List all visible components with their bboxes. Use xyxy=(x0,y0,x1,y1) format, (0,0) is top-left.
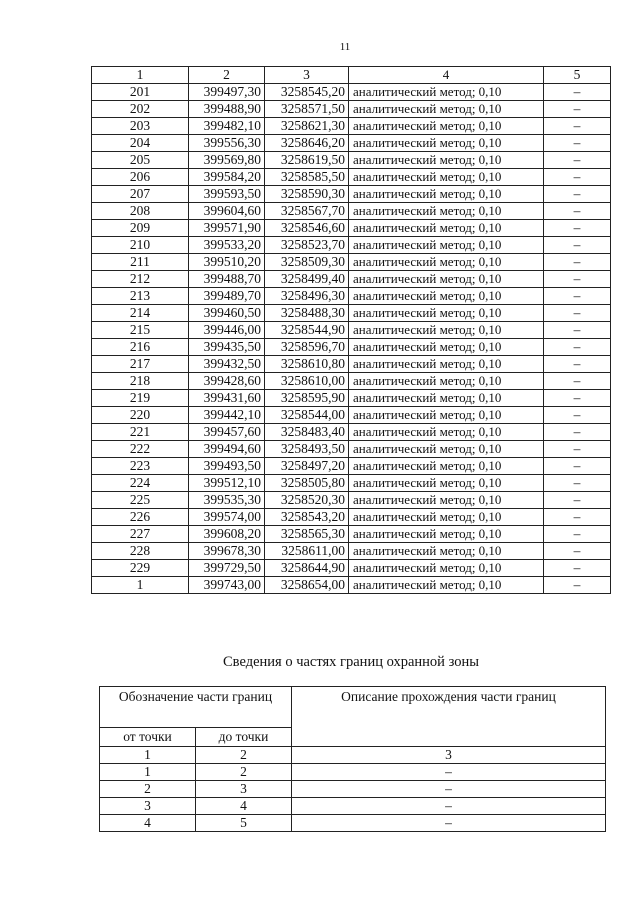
method-accuracy-cell: аналитический метод; 0,10 xyxy=(349,220,544,237)
column-header-1: 1 xyxy=(92,67,189,84)
table-row xyxy=(92,220,611,237)
to-point-header: до точки xyxy=(196,728,292,747)
x-coordinate-cell: 399569,80 xyxy=(189,152,265,169)
to-point-cell: 3 xyxy=(196,781,292,798)
y-coordinate-cell: 3258505,80 xyxy=(265,475,349,492)
y-coordinate-cell: 3258610,00 xyxy=(265,373,349,390)
y-coordinate-cell: 3258499,40 xyxy=(265,271,349,288)
group-header: Обозначение части границ xyxy=(100,687,292,728)
note-cell: – xyxy=(544,322,611,339)
index-cell-1: 1 xyxy=(100,747,196,764)
table-row xyxy=(92,288,611,305)
x-coordinate-cell: 399431,60 xyxy=(189,390,265,407)
point-number-cell: 208 xyxy=(92,203,189,220)
y-coordinate-cell: 3258497,20 xyxy=(265,458,349,475)
point-number-cell: 209 xyxy=(92,220,189,237)
point-number-cell: 224 xyxy=(92,475,189,492)
method-accuracy-cell: аналитический метод; 0,10 xyxy=(349,237,544,254)
y-coordinate-cell: 3258585,50 xyxy=(265,169,349,186)
point-number-cell: 220 xyxy=(92,407,189,424)
point-number-cell: 204 xyxy=(92,135,189,152)
note-cell: – xyxy=(544,220,611,237)
x-coordinate-cell: 399512,10 xyxy=(189,475,265,492)
point-number-cell: 225 xyxy=(92,492,189,509)
y-coordinate-cell: 3258520,30 xyxy=(265,492,349,509)
table-row xyxy=(92,492,611,509)
x-coordinate-cell: 399488,70 xyxy=(189,271,265,288)
table-row xyxy=(92,254,611,271)
note-cell: – xyxy=(544,271,611,288)
method-accuracy-cell: аналитический метод; 0,10 xyxy=(349,152,544,169)
method-accuracy-cell: аналитический метод; 0,10 xyxy=(349,526,544,543)
table-row xyxy=(92,475,611,492)
point-number-cell: 217 xyxy=(92,356,189,373)
y-coordinate-cell: 3258509,30 xyxy=(265,254,349,271)
table-row xyxy=(100,815,606,832)
y-coordinate-cell: 3258567,70 xyxy=(265,203,349,220)
table-row xyxy=(92,271,611,288)
point-number-cell: 216 xyxy=(92,339,189,356)
note-cell: – xyxy=(544,373,611,390)
method-accuracy-cell: аналитический метод; 0,10 xyxy=(349,390,544,407)
x-coordinate-cell: 399533,20 xyxy=(189,237,265,254)
point-number-cell: 228 xyxy=(92,543,189,560)
from-point-cell: 4 xyxy=(100,815,196,832)
method-accuracy-cell: аналитический метод; 0,10 xyxy=(349,254,544,271)
table-row xyxy=(92,84,611,101)
page-number: 11 xyxy=(339,41,351,53)
x-coordinate-cell: 399446,00 xyxy=(189,322,265,339)
y-coordinate-cell: 3258611,00 xyxy=(265,543,349,560)
x-coordinate-cell: 399488,90 xyxy=(189,101,265,118)
x-coordinate-cell: 399743,00 xyxy=(189,577,265,594)
point-number-cell: 227 xyxy=(92,526,189,543)
x-coordinate-cell: 399482,10 xyxy=(189,118,265,135)
note-cell: – xyxy=(544,288,611,305)
point-number-cell: 206 xyxy=(92,169,189,186)
method-accuracy-cell: аналитический метод; 0,10 xyxy=(349,339,544,356)
table-row xyxy=(92,322,611,339)
point-number-cell: 222 xyxy=(92,441,189,458)
x-coordinate-cell: 399593,50 xyxy=(189,186,265,203)
point-number-cell: 213 xyxy=(92,288,189,305)
coordinates-table-body xyxy=(92,67,611,594)
parts-group-header-row xyxy=(100,687,606,728)
point-number-cell: 211 xyxy=(92,254,189,271)
x-coordinate-cell: 399678,30 xyxy=(189,543,265,560)
x-coordinate-cell: 399494,60 xyxy=(189,441,265,458)
to-point-cell: 5 xyxy=(196,815,292,832)
note-cell: – xyxy=(544,492,611,509)
method-accuracy-cell: аналитический метод; 0,10 xyxy=(349,322,544,339)
x-coordinate-cell: 399442,10 xyxy=(189,407,265,424)
table-row xyxy=(92,577,611,594)
method-accuracy-cell: аналитический метод; 0,10 xyxy=(349,135,544,152)
note-cell: – xyxy=(544,203,611,220)
method-accuracy-cell: аналитический метод; 0,10 xyxy=(349,509,544,526)
point-number-cell: 202 xyxy=(92,101,189,118)
y-coordinate-cell: 3258523,70 xyxy=(265,237,349,254)
from-point-header: от точки xyxy=(100,728,196,747)
note-cell: – xyxy=(544,424,611,441)
point-number-cell: 1 xyxy=(92,577,189,594)
point-number-cell: 229 xyxy=(92,560,189,577)
x-coordinate-cell: 399604,60 xyxy=(189,203,265,220)
note-cell: – xyxy=(544,254,611,271)
table-row xyxy=(92,152,611,169)
method-accuracy-cell: аналитический метод; 0,10 xyxy=(349,475,544,492)
x-coordinate-cell: 399574,00 xyxy=(189,509,265,526)
method-accuracy-cell: аналитический метод; 0,10 xyxy=(349,186,544,203)
point-number-cell: 212 xyxy=(92,271,189,288)
x-coordinate-cell: 399510,20 xyxy=(189,254,265,271)
method-accuracy-cell: аналитический метод; 0,10 xyxy=(349,492,544,509)
table-row xyxy=(92,390,611,407)
note-cell: – xyxy=(544,560,611,577)
method-accuracy-cell: аналитический метод; 0,10 xyxy=(349,356,544,373)
table-row xyxy=(92,424,611,441)
point-number-cell: 205 xyxy=(92,152,189,169)
y-coordinate-cell: 3258488,30 xyxy=(265,305,349,322)
method-accuracy-cell: аналитический метод; 0,10 xyxy=(349,101,544,118)
note-cell: – xyxy=(544,356,611,373)
note-cell: – xyxy=(544,135,611,152)
from-point-cell: 1 xyxy=(100,764,196,781)
y-coordinate-cell: 3258496,30 xyxy=(265,288,349,305)
note-cell: – xyxy=(544,441,611,458)
method-accuracy-cell: аналитический метод; 0,10 xyxy=(349,543,544,560)
note-cell: – xyxy=(544,407,611,424)
y-coordinate-cell: 3258543,20 xyxy=(265,509,349,526)
y-coordinate-cell: 3258493,50 xyxy=(265,441,349,458)
table-row xyxy=(92,169,611,186)
method-accuracy-cell: аналитический метод; 0,10 xyxy=(349,373,544,390)
note-cell: – xyxy=(544,152,611,169)
y-coordinate-cell: 3258654,00 xyxy=(265,577,349,594)
table-row xyxy=(92,407,611,424)
y-coordinate-cell: 3258621,30 xyxy=(265,118,349,135)
y-coordinate-cell: 3258646,20 xyxy=(265,135,349,152)
index-cell-3: 3 xyxy=(292,747,606,764)
point-number-cell: 215 xyxy=(92,322,189,339)
table-row xyxy=(92,135,611,152)
parts-index-row xyxy=(100,747,606,764)
x-coordinate-cell: 399584,20 xyxy=(189,169,265,186)
x-coordinate-cell: 399493,50 xyxy=(189,458,265,475)
boundary-parts-table xyxy=(99,686,606,832)
x-coordinate-cell: 399535,30 xyxy=(189,492,265,509)
note-cell: – xyxy=(544,390,611,407)
coordinates-table xyxy=(91,66,611,594)
point-number-cell: 207 xyxy=(92,186,189,203)
y-coordinate-cell: 3258595,90 xyxy=(265,390,349,407)
description-cell: – xyxy=(292,781,606,798)
x-coordinate-cell: 399457,60 xyxy=(189,424,265,441)
y-coordinate-cell: 3258596,70 xyxy=(265,339,349,356)
note-cell: – xyxy=(544,458,611,475)
note-cell: – xyxy=(544,577,611,594)
method-accuracy-cell: аналитический метод; 0,10 xyxy=(349,84,544,101)
method-accuracy-cell: аналитический метод; 0,10 xyxy=(349,441,544,458)
note-cell: – xyxy=(544,509,611,526)
note-cell: – xyxy=(544,237,611,254)
note-cell: – xyxy=(544,543,611,560)
table-row xyxy=(92,339,611,356)
y-coordinate-cell: 3258571,50 xyxy=(265,101,349,118)
table-header-row xyxy=(92,67,611,84)
x-coordinate-cell: 399432,50 xyxy=(189,356,265,373)
point-number-cell: 223 xyxy=(92,458,189,475)
table-row xyxy=(92,458,611,475)
description-cell: – xyxy=(292,798,606,815)
x-coordinate-cell: 399428,60 xyxy=(189,373,265,390)
column-header-5: 5 xyxy=(544,67,611,84)
x-coordinate-cell: 399556,30 xyxy=(189,135,265,152)
method-accuracy-cell: аналитический метод; 0,10 xyxy=(349,577,544,594)
y-coordinate-cell: 3258546,60 xyxy=(265,220,349,237)
method-accuracy-cell: аналитический метод; 0,10 xyxy=(349,458,544,475)
table-row xyxy=(100,781,606,798)
method-accuracy-cell: аналитический метод; 0,10 xyxy=(349,169,544,186)
table-row xyxy=(92,509,611,526)
table-row xyxy=(92,560,611,577)
from-point-cell: 3 xyxy=(100,798,196,815)
column-header-4: 4 xyxy=(349,67,544,84)
x-coordinate-cell: 399435,50 xyxy=(189,339,265,356)
table-row xyxy=(92,543,611,560)
y-coordinate-cell: 3258544,00 xyxy=(265,407,349,424)
table-row xyxy=(92,101,611,118)
note-cell: – xyxy=(544,169,611,186)
method-accuracy-cell: аналитический метод; 0,10 xyxy=(349,203,544,220)
note-cell: – xyxy=(544,84,611,101)
y-coordinate-cell: 3258590,30 xyxy=(265,186,349,203)
table-row xyxy=(92,237,611,254)
description-cell: – xyxy=(292,815,606,832)
note-cell: – xyxy=(544,118,611,135)
note-cell: – xyxy=(544,186,611,203)
table-row xyxy=(92,441,611,458)
method-accuracy-cell: аналитический метод; 0,10 xyxy=(349,407,544,424)
x-coordinate-cell: 399460,50 xyxy=(189,305,265,322)
note-cell: – xyxy=(544,339,611,356)
description-header: Описание прохождения части границ xyxy=(292,687,606,747)
method-accuracy-cell: аналитический метод; 0,10 xyxy=(349,560,544,577)
point-number-cell: 226 xyxy=(92,509,189,526)
point-number-cell: 201 xyxy=(92,84,189,101)
y-coordinate-cell: 3258544,90 xyxy=(265,322,349,339)
y-coordinate-cell: 3258565,30 xyxy=(265,526,349,543)
method-accuracy-cell: аналитический метод; 0,10 xyxy=(349,118,544,135)
table-row xyxy=(92,356,611,373)
y-coordinate-cell: 3258610,80 xyxy=(265,356,349,373)
table-row xyxy=(92,186,611,203)
boundary-parts-table-body xyxy=(100,687,606,832)
point-number-cell: 214 xyxy=(92,305,189,322)
x-coordinate-cell: 399608,20 xyxy=(189,526,265,543)
method-accuracy-cell: аналитический метод; 0,10 xyxy=(349,288,544,305)
table-row xyxy=(92,305,611,322)
column-header-3: 3 xyxy=(265,67,349,84)
table-row xyxy=(92,373,611,390)
method-accuracy-cell: аналитический метод; 0,10 xyxy=(349,305,544,322)
note-cell: – xyxy=(544,475,611,492)
point-number-cell: 218 xyxy=(92,373,189,390)
x-coordinate-cell: 399489,70 xyxy=(189,288,265,305)
y-coordinate-cell: 3258619,50 xyxy=(265,152,349,169)
note-cell: – xyxy=(544,305,611,322)
note-cell: – xyxy=(544,526,611,543)
table-row xyxy=(100,798,606,815)
table-row xyxy=(92,118,611,135)
point-number-cell: 203 xyxy=(92,118,189,135)
section-title: Сведения о частях границ охранной зоны xyxy=(223,654,479,670)
table-row xyxy=(100,764,606,781)
table-row xyxy=(92,526,611,543)
description-cell: – xyxy=(292,764,606,781)
to-point-cell: 2 xyxy=(196,764,292,781)
x-coordinate-cell: 399729,50 xyxy=(189,560,265,577)
to-point-cell: 4 xyxy=(196,798,292,815)
point-number-cell: 219 xyxy=(92,390,189,407)
method-accuracy-cell: аналитический метод; 0,10 xyxy=(349,424,544,441)
from-point-cell: 2 xyxy=(100,781,196,798)
point-number-cell: 221 xyxy=(92,424,189,441)
note-cell: – xyxy=(544,101,611,118)
y-coordinate-cell: 3258545,20 xyxy=(265,84,349,101)
y-coordinate-cell: 3258644,90 xyxy=(265,560,349,577)
x-coordinate-cell: 399497,30 xyxy=(189,84,265,101)
method-accuracy-cell: аналитический метод; 0,10 xyxy=(349,271,544,288)
column-header-2: 2 xyxy=(189,67,265,84)
x-coordinate-cell: 399571,90 xyxy=(189,220,265,237)
index-cell-2: 2 xyxy=(196,747,292,764)
point-number-cell: 210 xyxy=(92,237,189,254)
table-row xyxy=(92,203,611,220)
y-coordinate-cell: 3258483,40 xyxy=(265,424,349,441)
